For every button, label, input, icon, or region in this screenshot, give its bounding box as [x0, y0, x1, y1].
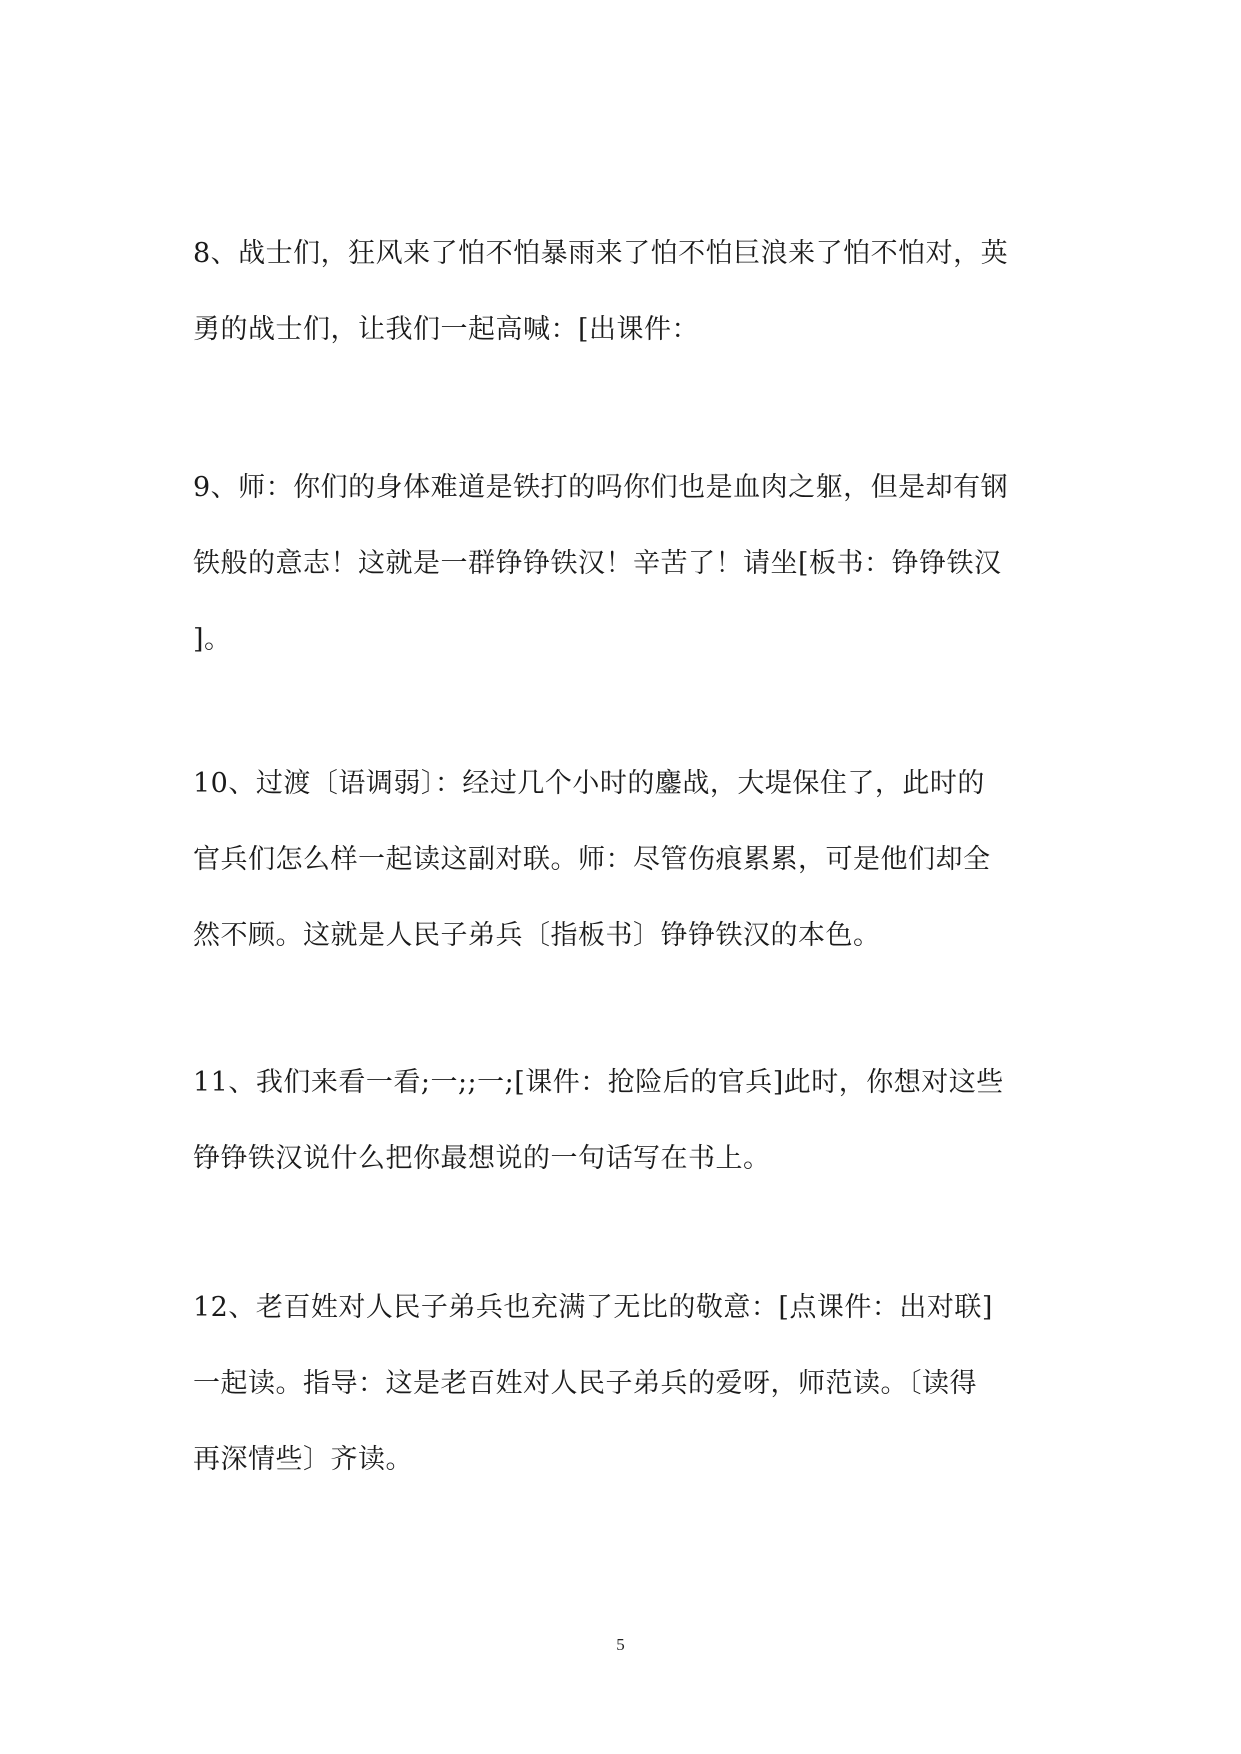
- page-number: 5: [616, 1635, 625, 1654]
- paragraph-11: 11、我们来看一看;一;;一;[课件：抢险后的官兵]此时，你想对这些 铮铮铁汉说什么把你最想说的一句话写在书上。: [193, 1067, 1004, 1174]
- paragraph-8: 8、战士们，狂风来了怕不怕暴雨来了怕不怕巨浪来了怕不怕对，英 勇的战士们，让我们一起高喊：[出课件：: [193, 238, 1009, 345]
- paragraph-10: 10、过渡〔语调弱〕：经过几个小时的鏖战，大堤保住了，此时的 官兵们怎么样一起读这副对联。师：尽管伤痕累累，可是他们却全 然不顾。这就是人民子弟兵〔指板书〕铮铮铁汉的本色。: [193, 768, 991, 951]
- paragraph-9: 9、师：你们的身体难道是铁打的吗你们也是血肉之躯，但是却有钢 铁般的意志！这就是一群铮铮铁汉！辛苦了！请坐[板书：铮铮铁汉 ]。: [193, 472, 1009, 655]
- paragraph-12: 12、老百姓对人民子弟兵也充满了无比的敬意：[点课件：出对联] 一起读。指导：这是老百姓对人民子弟兵的爱呀，师范读。〔读得 再深情些〕齐读。: [193, 1292, 993, 1475]
